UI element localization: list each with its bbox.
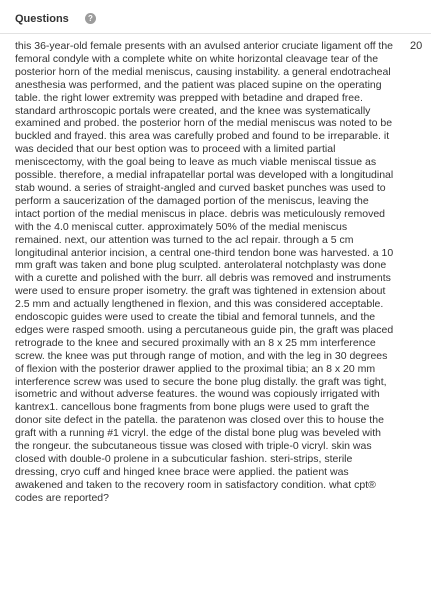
question-text: this 36-year-old female presents with an avulsed anterior cruciate ligament off the femoral condyle with a complete white on white horizontal cleavage tear of the posterior horn of the medial meniscus, causing instability. a general endotracheal anesthesia was performed, and the patient was placed supine on the operating table. the right lower extremity was prepped with betadine and draped free. standard arthroscopic portals were created, and the knee was systematically examined and probed. the posterior horn of the medial meniscus was noted to be buckled and frayed. this area was carefully probed and found to be irreparable. it was decided that our best option was to proceed with a limited partial meniscectomy, with the goal being to leave as much viable meniscal tissue as possible. therefore, a medial infrapatellar portal was developed with a longitudinal stab wound. a series of straight-angled and curved basket punches was used to perform a saucerization of the damaged portion of the meniscus, leaving the intact portion of the medial meniscus in place. debris was meticulously removed with the 4.0 meniscal cutter. approximately 50% of the medial meniscus remained. next, our attention was turned to the acl repair. through a 5 cm longitudinal anterior incision, a central one-third tendon bone was harvested. a 10 mm graft was taken and bone plug sculpted. anterolateral notchplasty was done with a curette and polished with the burr. all debris was removed and instruments were used to ensure proper isometry. the graft was tightened in extension about 2.5 mm and actually lengthened in flexion, and this was considered acceptable. endoscopic guides were used to create the tibial and femoral tunnels, and the edges were rasped smooth. using a percutaneous guide pin, the graft was placed retrograde to the knee and secured proximally with an 8 x 25 mm interference screw. the knee was put through range of motion, and with the leg in 30 degrees of flexion with the posterior drawer applied to the proximal tibia; an 8 x 20 mm interference screw was used to secure the bone plug distally. the graft was tight, isometric and without adverse features. the wound was copiously irrigated with kantrex1. cancellous bone fragments from bone plugs were used to graft the donor site defect in the patella. the paratenon was closed over this to house the graft with a running #1 vicryl. the edge of the distal bone plug was beveled with the rongeur. the subcutaneous tissue was closed with triple-0 vicryl. skin was closed with double-0 prolene in a subcuticular fashion. steri-strips, sterile dressing, cryo cuff and hinged knee brace were applied. the patient was awakened and taken to the recovery room in satisfactory condition. what cpt® codes are reported? bbox=[15, 40, 394, 504]
question-points: 20 bbox=[410, 40, 423, 52]
section-title: Questions bbox=[15, 13, 69, 25]
help-icon[interactable]: ? bbox=[85, 13, 96, 24]
questions-header bbox=[0, 0, 431, 34]
